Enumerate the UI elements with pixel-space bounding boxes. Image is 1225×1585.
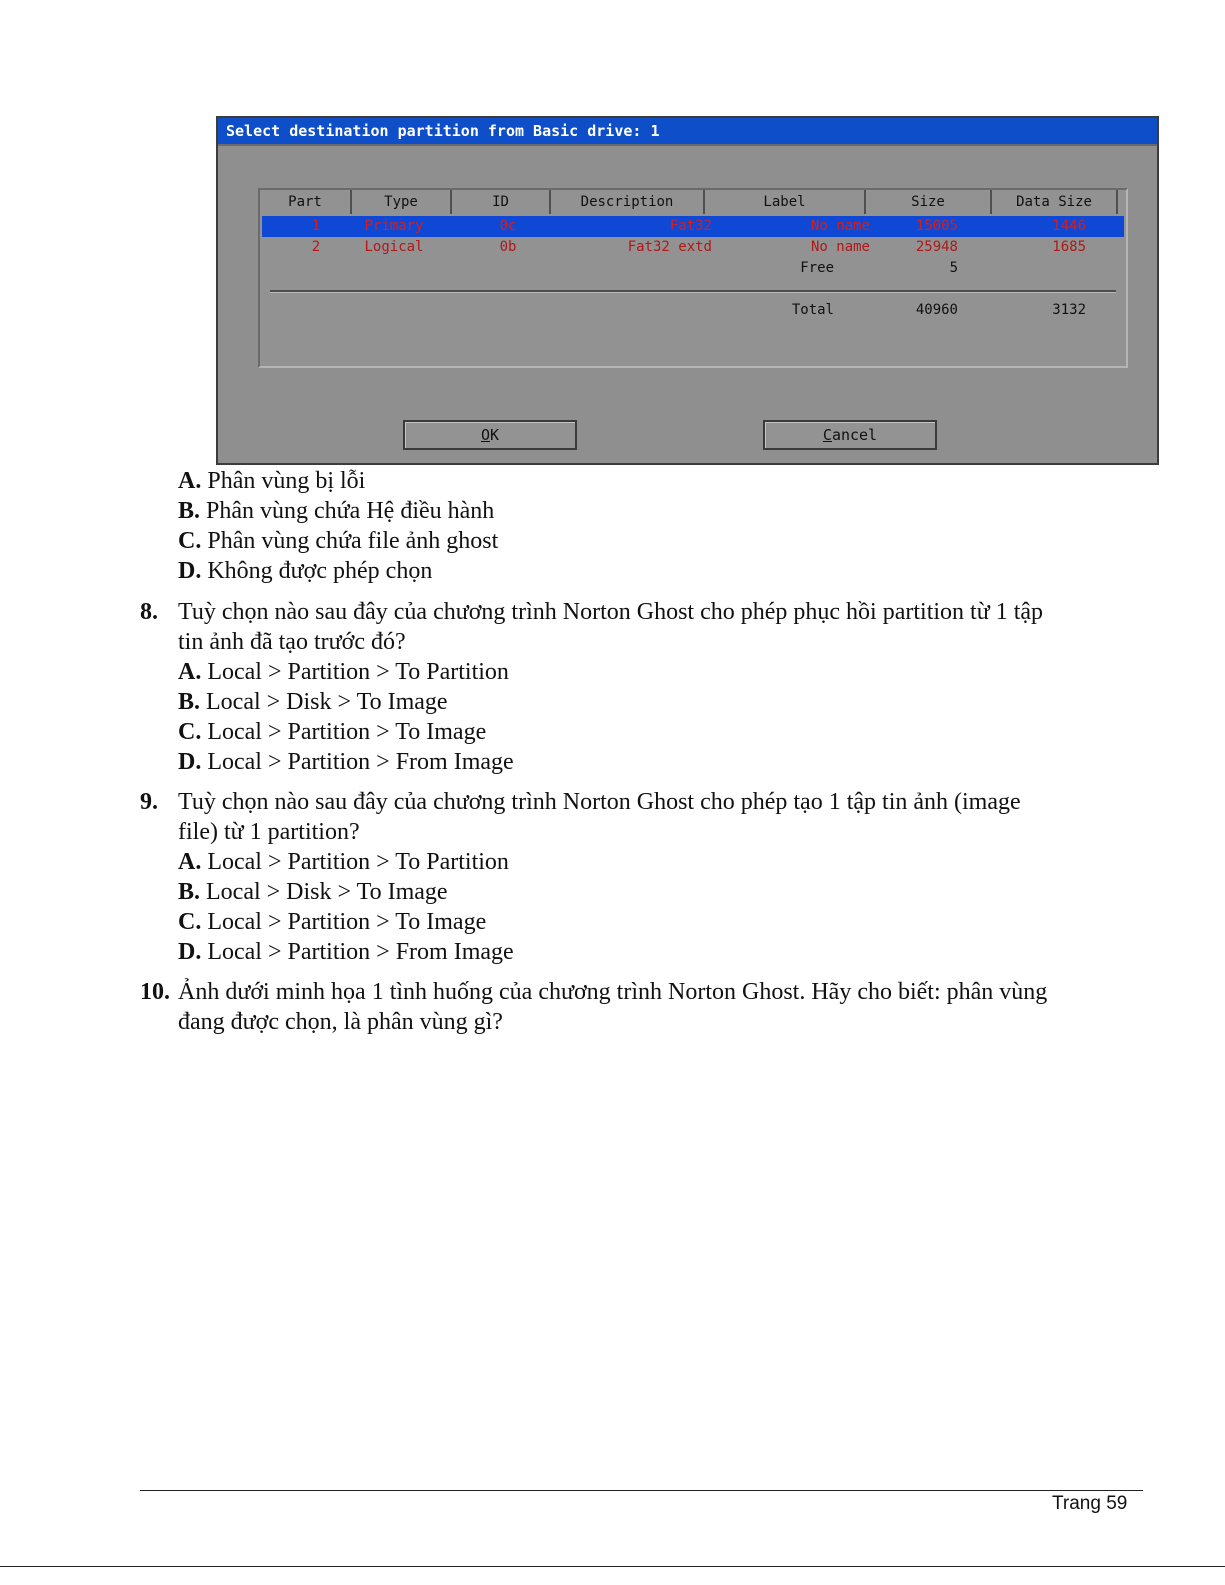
ok-hotkey: O [480,426,490,444]
row2-id: 0b [499,239,517,255]
q8-option-c: C. Local > Partition > To Image [178,719,487,745]
row2-type: Logical [364,239,424,255]
total-row [262,300,1124,321]
row2-description: Fat32 extd [627,239,712,255]
q9-option-b: B. Local > Disk > To Image [178,879,448,905]
partition-list[interactable] [258,188,1128,368]
q7-option-c: C. Phân vùng chứa file ảnh ghost [178,528,499,554]
page-bottom-rule [0,1566,1225,1567]
q10-question-line1: Ảnh dưới minh họa 1 tình huống của chương trình Norton Ghost. Hãy cho biết: phân vùng [178,979,1048,1005]
page-number: Trang 59 [1052,1493,1128,1514]
q10-question-line2: đang được chọn, là phân vùng gì? [178,1009,503,1035]
partition-row-2[interactable] [262,237,1124,258]
q9-option-d: D. Local > Partition > From Image [178,939,514,965]
q9-question-line1: Tuỳ chọn nào sau đây của chương trình Norton Ghost cho phép tạo 1 tập tin ảnh (image [178,789,1021,815]
col-label[interactable]: Label [705,190,866,214]
col-part[interactable]: Part [260,190,352,214]
free-size: 5 [949,260,958,276]
ok-button[interactable] [403,420,577,450]
dialog-title: Select destination partition from Basic drive: 1 [218,118,1157,146]
partition-row-1[interactable] [262,216,1124,237]
total-separator [270,290,1116,293]
row1-description: Fat32 [669,218,712,234]
row1-size: 15005 [915,218,958,234]
row1-label: No name [810,218,870,234]
cancel-button[interactable] [763,420,937,450]
row1-id: 0c [499,218,517,234]
q9-option-c: C. Local > Partition > To Image [178,909,487,935]
row2-size: 25948 [915,239,958,255]
ok-label: K [490,426,500,444]
q8-question-line2: tin ảnh đã tạo trước đó? [178,629,406,655]
q8-question-line1: Tuỳ chọn nào sau đây của chương trình Norton Ghost cho phép phục hồi partition từ 1 tập [178,599,1044,625]
col-data-size[interactable]: Data Size [992,190,1118,214]
col-type[interactable]: Type [352,190,452,214]
col-description[interactable]: Description [551,190,705,214]
footer-rule [140,1490,1143,1491]
cancel-hotkey: C [822,426,832,444]
q8-option-a: A. Local > Partition > To Partition [178,659,509,685]
q8-option-d: D. Local > Partition > From Image [178,749,514,775]
select-partition-dialog [216,116,1159,465]
row1-type: Primary [364,218,424,234]
q7-option-d: D. Không được phép chọn [178,558,433,584]
q8-number: 8. [140,599,158,625]
row2-data-size: 1685 [1052,239,1086,255]
free-space-row [262,258,1124,279]
q8-option-b: B. Local > Disk > To Image [178,689,448,715]
q9-option-a: A. Local > Partition > To Partition [178,849,509,875]
total-label: Total [791,302,834,318]
row2-part: 2 [311,239,321,255]
q9-question-line2: file) từ 1 partition? [178,819,360,845]
row2-label: No name [810,239,870,255]
q7-option-a: A. Phân vùng bị lỗi [178,468,366,494]
q9-number: 9. [140,789,158,815]
q7-option-b: B. Phân vùng chứa Hệ điều hành [178,498,495,524]
col-size[interactable]: Size [866,190,992,214]
q10-number: 10. [140,979,170,1005]
row1-data-size: 1446 [1052,218,1086,234]
total-data-size: 3132 [1052,302,1086,318]
free-label: Free [800,260,834,276]
row1-part: 1 [311,218,321,234]
total-size: 40960 [915,302,958,318]
list-header [260,190,1126,214]
col-id[interactable]: ID [452,190,551,214]
cancel-label: ancel [831,426,878,444]
